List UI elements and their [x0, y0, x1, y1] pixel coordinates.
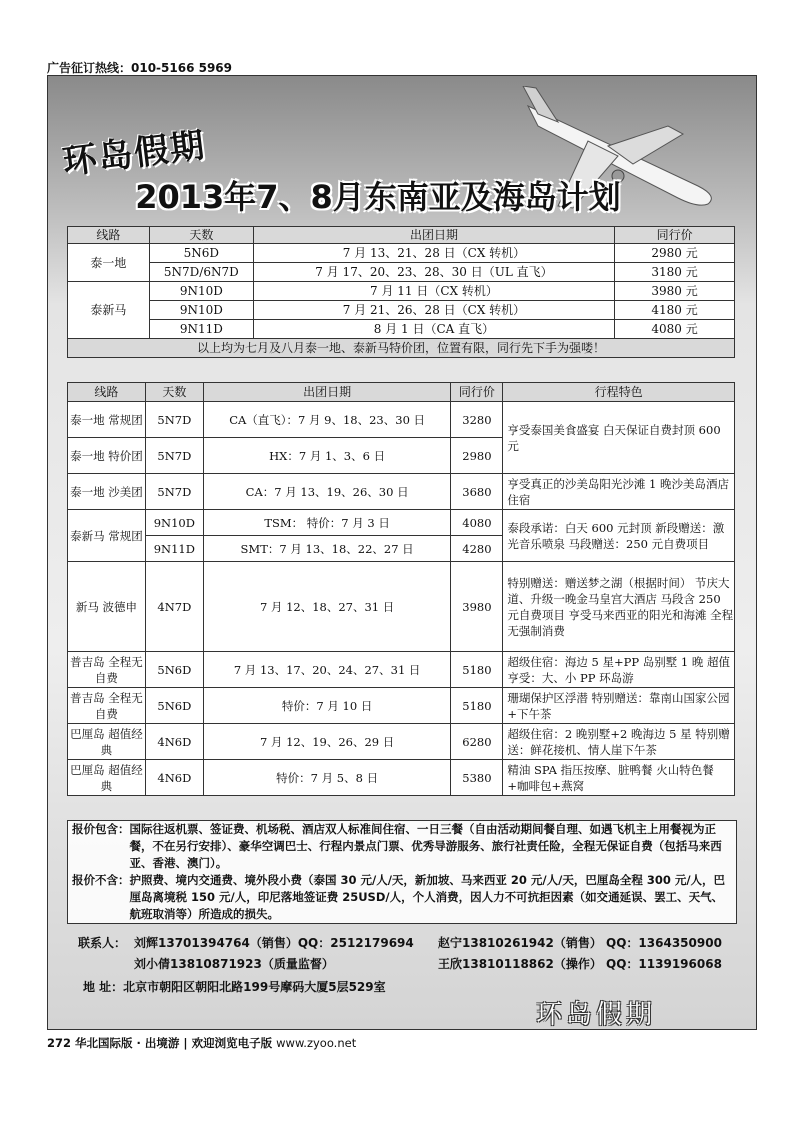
dates-cell: 7 月 12、19、26、29 日	[203, 724, 451, 760]
route-cell: 泰新马	[68, 282, 150, 339]
dates-cell: 7 月 17、20、23、28、30 日（UL 直飞）	[253, 263, 614, 282]
dates-cell: 7 月 11 日（CX 转机）	[253, 282, 614, 301]
table-note	[68, 339, 735, 358]
days-cell: 5N7D	[145, 402, 203, 438]
advert-panel	[47, 75, 757, 1030]
features-cell: 超级住宿：海边 5 星+PP 岛别墅 1 晚 超值亨受：大、小 PP 环岛游	[503, 652, 735, 688]
days-cell: 5N7D	[145, 438, 203, 474]
days-cell: 5N6D	[145, 652, 203, 688]
route-cell: 泰一地 特价团	[68, 438, 146, 474]
days-cell: 5N6D	[149, 244, 253, 263]
route-cell: 泰一地	[68, 244, 150, 282]
route-cell: 普吉岛 全程无自费	[68, 652, 146, 688]
table-row	[68, 320, 735, 339]
price-cell: 5380	[451, 760, 503, 796]
days-cell: 5N7D	[145, 474, 203, 510]
table-row	[68, 724, 735, 760]
features-cell: 亨受真正的沙美岛阳光沙滩 1 晚沙美岛酒店住宿	[503, 474, 735, 510]
contact-label: 联系人：	[78, 936, 127, 950]
route-cell: 泰一地 常规团	[68, 402, 146, 438]
excluded-label: 报价不含：	[72, 873, 130, 887]
table-row	[68, 652, 735, 688]
dates-cell: 7 月 13、17、20、24、27、31 日	[203, 652, 451, 688]
dates-cell: 7 月 13、21、28 日（CX 转机）	[253, 244, 614, 263]
itinerary-table	[67, 382, 735, 796]
features-cell: 亨受泰国美食盛宴 白天保证自费封顶 600 元	[503, 402, 735, 474]
browse-text: 欢迎浏览电子版	[191, 1036, 273, 1050]
page-title: 2013年7、8月东南亚及海岛计划	[135, 178, 621, 216]
price-cell: 6280	[451, 724, 503, 760]
contact-item: 王欣13810118862（操作） QQ：1139196068	[438, 957, 722, 971]
included-label: 报价包含：	[72, 822, 130, 836]
route-cell: 泰新马 常规团	[68, 510, 146, 562]
price-cell: 2980	[451, 438, 503, 474]
days-cell: 9N10D	[149, 301, 253, 320]
excluded-text: 护照费、境内交通费、境外段小费（泰国 30 元/人/天，新加坡、马来西亚 20 元/人/天，巴厘岛全程 300 元/人，巴厘岛离境税 150 元/人，印尼落地签证费 25USD/人，个人消费，因人力不可抗拒因素（如交通延误、罢工、天气、航班取消等）所造成的损失。	[129, 873, 726, 921]
section-name: 华北国际版 · 出境游	[75, 1036, 180, 1050]
features-cell: 超级住宿：2 晚别墅+2 晚海边 5 星 特别赠送：鲜花接机、情人崖下午茶	[503, 724, 735, 760]
dates-cell: CA（直飞）：7 月 9、18、23、30 日	[203, 402, 451, 438]
contact-item: 刘小倩13810871923（质量监督）	[134, 957, 334, 971]
table-row	[68, 244, 735, 263]
site-url[interactable]: www.zyoo.net	[276, 1036, 357, 1050]
days-cell: 5N7D/6N7D	[149, 263, 253, 282]
table-row	[68, 402, 735, 438]
table-row	[68, 263, 735, 282]
price-cell: 4080	[451, 510, 503, 536]
price-terms	[67, 820, 737, 924]
features-cell: 泰段承诺：白天 600 元封顶 新段赠送：激光音乐喷泉 马段赠送：250 元自费项目	[503, 510, 735, 562]
table-row	[68, 282, 735, 301]
dates-cell: 7 月 12、18、27、31 日	[203, 562, 451, 652]
dates-cell: 特价：7 月 10 日	[203, 688, 451, 724]
included-text: 国际往返机票、签证费、机场税、酒店双人标准间住宿、一日三餐（自由活动期间餐自理、如遇飞机主上用餐视为正餐，不在另行安排）、豪华空调巴士、行程内景点门票、优秀导游服务、旅行社责任险，全程无保证自费（包括马来西亚、香港、澳门）。	[129, 822, 722, 870]
col-header: 出团日期	[203, 383, 451, 402]
dates-cell: HX：7 月 1、3、6 日	[203, 438, 451, 474]
days-cell: 4N6D	[145, 724, 203, 760]
price-cell: 4180 元	[615, 301, 735, 320]
features-cell: 珊瑚保护区浮潜 特别赠送：靠南山国家公园+下午茶	[503, 688, 735, 724]
features-cell: 特别赠送：赠送梦之湖（根据时间） 节庆大道、升级一晚金马皇宫大酒店 马段含 250 元自费项目 亨受马来西亚的阳光和海滩 全程无强制消费	[503, 562, 735, 652]
page-footer: 272 华北国际版 · 出境游 | 欢迎浏览电子版 www.zyoo.net	[47, 1036, 357, 1050]
brand-logo: 环岛假期	[60, 125, 209, 183]
table-header	[68, 383, 735, 402]
price-cell: 5180	[451, 652, 503, 688]
note-cell: 以上均为七月及八月泰一地、泰新马特价团，位置有限，同行先下手为强喽！	[68, 339, 735, 358]
price-cell: 4080 元	[615, 320, 735, 339]
dates-cell: 8 月 1 日（CA 直飞）	[253, 320, 614, 339]
days-cell: 5N6D	[145, 688, 203, 724]
col-header: 同行价	[451, 383, 503, 402]
col-header: 同行价	[615, 227, 735, 244]
address: 地 址：北京市朝阳区朝阳北路199号摩码大厦5层529室	[83, 980, 386, 994]
dates-cell: SMT：7 月 13、18、22、27 日	[203, 536, 451, 562]
table-row	[68, 301, 735, 320]
price-cell: 2980 元	[615, 244, 735, 263]
route-cell: 巴厘岛 超值经典	[68, 724, 146, 760]
route-cell: 新马 波德申	[68, 562, 146, 652]
days-cell: 9N11D	[145, 536, 203, 562]
days-cell: 9N10D	[145, 510, 203, 536]
table-row	[68, 688, 735, 724]
route-cell: 泰一地 沙美团	[68, 474, 146, 510]
days-cell: 4N7D	[145, 562, 203, 652]
price-cell: 3980 元	[615, 282, 735, 301]
price-cell: 3980	[451, 562, 503, 652]
route-cell: 普吉岛 全程无自费	[68, 688, 146, 724]
route-cell: 巴厘岛 超值经典	[68, 760, 146, 796]
table-row	[68, 474, 735, 510]
dates-cell: 特价：7 月 5、8 日	[203, 760, 451, 796]
features-cell: 精油 SPA 指压按摩、脏鸭餐 火山特色餐+咖啡包+燕窝	[503, 760, 735, 796]
special-offer-table	[67, 226, 735, 358]
price-cell: 3680	[451, 474, 503, 510]
dates-cell: 7 月 21、26、28 日（CX 转机）	[253, 301, 614, 320]
brand-watermark: 环岛假期	[536, 1000, 657, 1030]
col-header: 天数	[145, 383, 203, 402]
col-header: 出团日期	[253, 227, 614, 244]
days-cell: 9N11D	[149, 320, 253, 339]
contact-item: 赵宁13810261942（销售） QQ：1364350900	[438, 936, 722, 950]
price-cell: 5180	[451, 688, 503, 724]
col-header: 线路	[68, 227, 150, 244]
col-header: 线路	[68, 383, 146, 402]
table-header	[68, 227, 735, 244]
table-row	[68, 562, 735, 652]
table-row	[68, 760, 735, 796]
table-row	[68, 510, 735, 536]
price-cell: 4280	[451, 536, 503, 562]
price-cell: 3280	[451, 402, 503, 438]
days-cell: 4N6D	[145, 760, 203, 796]
col-header: 天数	[149, 227, 253, 244]
page-number: 272	[47, 1036, 72, 1050]
ad-hotline: 广告征订热线：010-5166 5969	[47, 61, 233, 75]
price-cell: 3180 元	[615, 263, 735, 282]
dates-cell: CA：7 月 13、19、26、30 日	[203, 474, 451, 510]
days-cell: 9N10D	[149, 282, 253, 301]
contact-item: 刘辉13701394764（销售）QQ：2512179694	[134, 936, 414, 950]
col-header: 行程特色	[503, 383, 735, 402]
dates-cell: TSM： 特价：7 月 3 日	[203, 510, 451, 536]
